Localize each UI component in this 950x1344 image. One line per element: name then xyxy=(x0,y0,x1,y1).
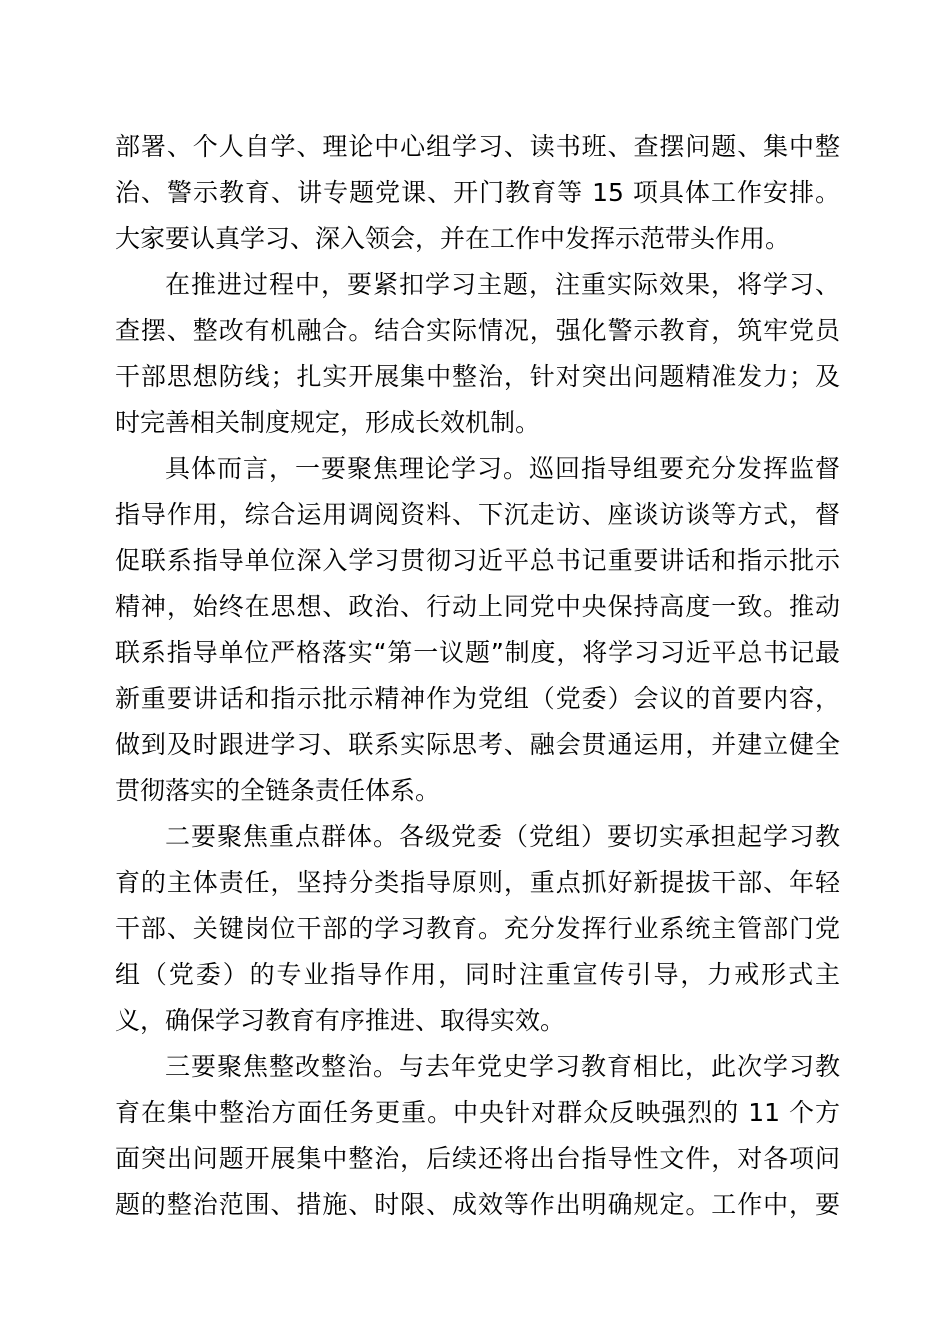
text-line: 面突出问题开展集中整治，后续还将出台指导性文件，对各项问 xyxy=(115,1144,840,1173)
text-line: 干部思想防线；扎实开展集中整治，针对突出问题精准发力；及 xyxy=(115,362,840,391)
text-line: 大家要认真学习、深入领会，并在工作中发挥示范带头作用。 xyxy=(115,224,791,253)
text-line: 义，确保学习教育有序推进、取得实效。 xyxy=(115,1006,566,1035)
paragraph-first-line: 二要聚焦重点群体。各级党委（党组）要切实承担起学习教 xyxy=(165,822,840,851)
text-line: 指导作用，综合运用调阅资料、下沉走访、座谈访谈等方式，督 xyxy=(115,500,840,529)
text-line: 题的整治范围、措施、时限、成效等作出明确规定。工作中，要 xyxy=(115,1190,840,1219)
text-line: 育在集中整治方面任务更重。中央针对群众反映强烈的 11 个方 xyxy=(115,1098,840,1127)
text-line: 育的主体责任，坚持分类指导原则，重点抓好新提拔干部、年轻 xyxy=(115,868,840,897)
text-line: 促联系指导单位深入学习贯彻习近平总书记重要讲话和指示批示 xyxy=(115,546,840,575)
text-line: 做到及时跟进学习、联系实际思考、融会贯通运用，并建立健全 xyxy=(115,730,840,759)
text-line: 精神，始终在思想、政治、行动上同党中央保持高度一致。推动 xyxy=(115,592,840,621)
body-text xyxy=(115,124,840,1228)
text-line: 贯彻落实的全链条责任体系。 xyxy=(115,776,441,805)
text-line: 部署、个人自学、理论中心组学习、读书班、查摆问题、集中整 xyxy=(115,132,840,161)
text-line: 联系指导单位严格落实“第一议题”制度，将学习习近平总书记最 xyxy=(115,638,840,667)
paragraph-first-line: 三要聚焦整改整治。与去年党史学习教育相比，此次学习教 xyxy=(165,1052,840,1081)
text-line: 干部、关键岗位干部的学习教育。充分发挥行业系统主管部门党 xyxy=(115,914,840,943)
text-line: 组（党委）的专业指导作用，同时注重宣传引导，力戒形式主 xyxy=(115,960,840,989)
text-line: 查摆、整改有机融合。结合实际情况，强化警示教育，筑牢党员 xyxy=(115,316,840,345)
text-line: 治、警示教育、讲专题党课、开门教育等 15 项具体工作安排。 xyxy=(115,178,840,207)
paragraph-first-line: 具体而言，一要聚焦理论学习。巡回指导组要充分发挥监督 xyxy=(165,454,840,483)
paragraph-first-line: 在推进过程中，要紧扣学习主题，注重实际效果，将学习、 xyxy=(165,270,840,299)
text-line: 新重要讲话和指示批示精神作为党组（党委）会议的首要内容， xyxy=(115,684,840,713)
text-line: 时完善相关制度规定，形成长效机制。 xyxy=(115,408,541,437)
